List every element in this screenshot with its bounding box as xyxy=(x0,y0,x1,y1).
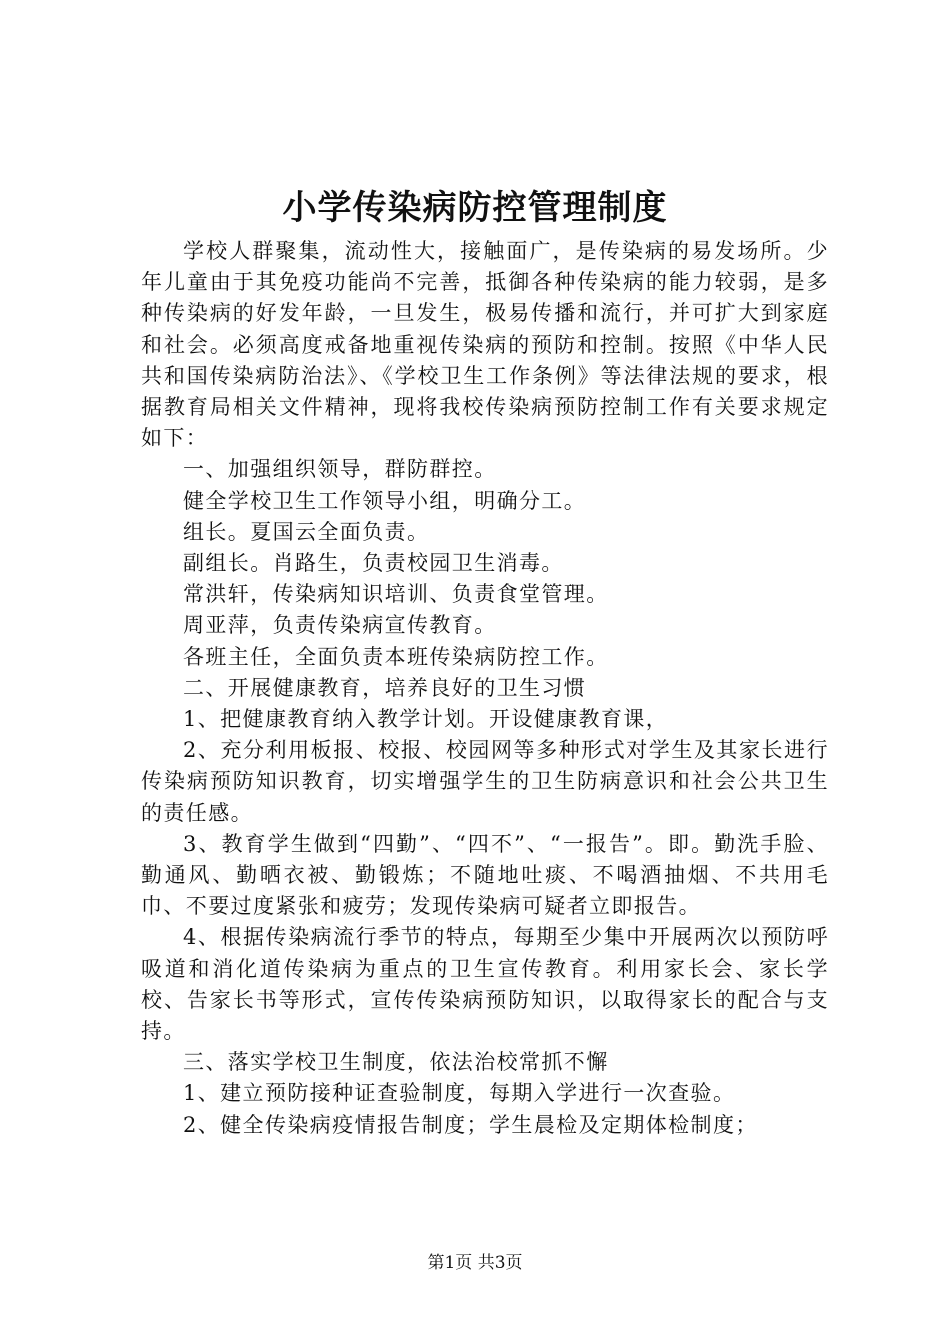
paragraph: 常洪轩，传染病知识培训、负责食堂管理。 xyxy=(183,582,609,607)
document-body xyxy=(141,236,829,1141)
paragraph: 副组长。肖路生，负责校园卫生消毒。 xyxy=(183,551,564,576)
paragraph: 健全学校卫生工作领导小组，明确分工。 xyxy=(183,488,587,513)
paragraph: 1、建立预防接种证查验制度，每期入学进行一次查验。 xyxy=(183,1081,736,1106)
paragraph: 3、教育学生做到“四勤”、“四不”、“一报告”。即。勤洗手脸、勤通风、勤晒衣被、勤锻炼；不随地吐痰、不喝酒抽烟、不共用毛巾、不要过度紧张和疲劳；发现传染病可疑者立即报告。 xyxy=(141,831,829,919)
section-heading-3: 三、落实学校卫生制度，依法治校常抓不懈 xyxy=(183,1050,609,1075)
paragraph: 1、把健康教育纳入教学计划。开设健康教育课， xyxy=(183,707,669,732)
paragraph-intro: 学校人群聚集，流动性大，接触面广，是传染病的易发场所。少年儿童由于其免疫功能尚不完善，抵御各种传染病的能力较弱，是多种传染病的好发年龄，一旦发生，极易传播和流行，并可扩大到家庭和社会。必须高度戒备地重视传染病的预防和控制。按照《中华人民共和国传染病防治法》、《学校卫生工作条例》等法律法规的要求，根据教育局相关文件精神，现将我校传染病预防控制工作有关要求规定如下： xyxy=(141,239,829,451)
paragraph: 各班主任，全面负责本班传染病防控工作。 xyxy=(183,644,609,669)
section-heading-2: 二、开展健康教育，培养良好的卫生习惯 xyxy=(183,675,587,700)
paragraph: 周亚萍，负责传染病宣传教育。 xyxy=(183,613,497,638)
page-footer: 第1页 共3页 xyxy=(427,1253,523,1273)
paragraph: 4、根据传染病流行季节的特点，每期至少集中开展两次以预防呼吸道和消化道传染病为重点的卫生宣传教育。利用家长会、家长学校、告家长书等形式，宣传传染病预防知识，以取得家长的配合与支持。 xyxy=(141,925,829,1044)
paragraph: 2、充分利用板报、校报、校园网等多种形式对学生及其家长进行传染病预防知识教育，切实增强学生的卫生防病意识和社会公共卫生的责任感。 xyxy=(141,738,829,825)
paragraph: 组长。夏国云全面负责。 xyxy=(183,519,430,544)
paragraph: 2、健全传染病疫情报告制度；学生晨检及定期体检制度； xyxy=(183,1112,758,1137)
section-heading-1: 一、加强组织领导，群防群控。 xyxy=(183,457,497,482)
document-title: 小学传染病防控管理制度 xyxy=(282,188,668,228)
